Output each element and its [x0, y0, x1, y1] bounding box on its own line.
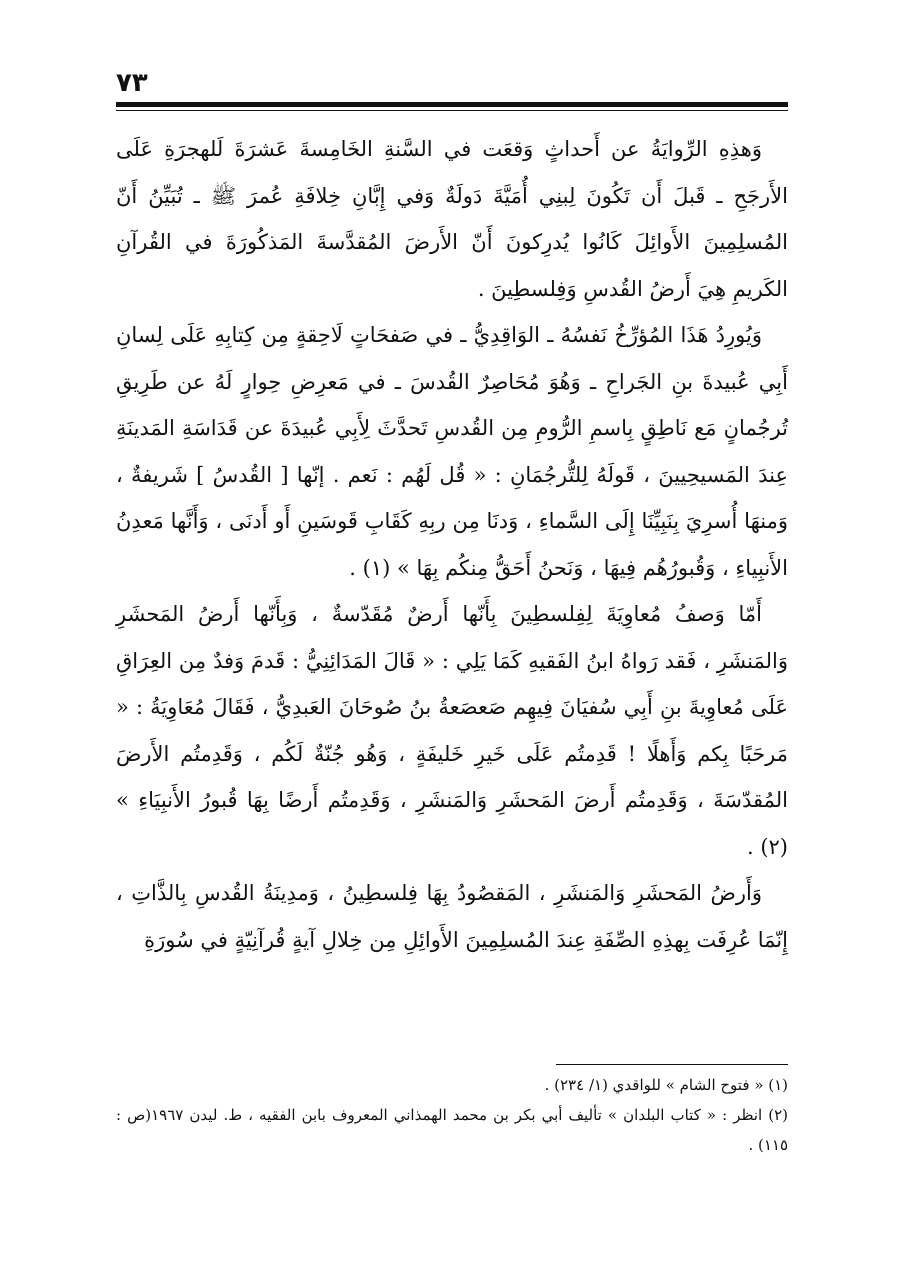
footnote: (٢) انظر : « كتاب البلدان » تأليف أبي بكر بن محمد الهمذاني المعروف بابن الفقيه ، ط. ليدن ١٩٦٧(ص : ١١٥) .: [116, 1106, 788, 1154]
paragraph: أَمّا وَصفُ مُعاوِيَةَ لِفِلسطِينَ بِأَنّها أَرضٌ مُقَدّسةٌ ، وَبِأَنّها أَرضُ المَحشَرِ وَالمَنشَرِ ، فَقد رَواهُ ابنُ الفَقيهِ كَمَا يَلِي : « قَالَ المَدَائِنِيُّ : قَدمَ وَفدٌ مِن العِرَاقِ عَلَى مُعاوِيةَ بنِ أَبِي سُفيَانَ فِيهِم صَعصَعةُ بنُ صُوحَانَ العَبدِيُّ ، فَقَالَ مُعَاوِيَةُ : « مَرحَبًا بِكم وَأَهلًا ! قَدِمتُم عَلَى خَيرِ خَليفَةٍ ، وَهُو جُنّةٌ لَكُم ، وَقَدِمتُم الأَرضَ المُقدّسَةَ ، وَقَدِمتُم أَرضَ المَحشَرِ وَالمَنشَرِ ، وَقَدِمتُم أَرضًا بِهَا قُبورُ الأَنبِيَاءِ » (٢) .: [116, 602, 788, 859]
header-rule-thin: [116, 110, 788, 111]
paragraph: وَهذِهِ الرِّوايَةُ عن أَحداثٍ وَقعَت في السَّنةِ الخَامِسةَ عَشرَةَ لَلهجرَةِ عَلَى الأَرجَحِ ـ قَبلَ أَن تَكُونَ لِبنِي أُمَيَّةَ دَولَةٌ وَفي إِبَّانِ خِلافَةِ عُمرَ ﷺ ـ تُبَيِّنُ أَنّ المُسلِمِينَ الأَوائِلَ كَانُوا يُدرِكونَ أَنّ الأَرضَ المُقدَّسةَ المَذكُورَةَ في القُرآنِ الكَريمِ هِيَ أَرضُ القُدسِ وَفِلسطِينَ .: [116, 137, 788, 301]
paragraph: وَيُورِدُ هَذَا المُؤرِّخُ نَفسُهُ ـ الوَاقِدِيُّ ـ في صَفحَاتٍ لَاحِقةٍ مِن كِتابِهِ عَلَى لِسانِ أَبِي عُبيدةَ بنِ الجَراحِ ـ وَهُوَ مُحَاصِرٌ القُدسَ ـ في مَعرِضِ حِوارٍ لَهُ عن طَرِيقِ تُرجُمانٍ مَع نَاطِقٍ بِاسمِ الرُّومِ مِن القُدسِ تَحدَّثَ لِأَبِي عُبيدَةَ عن قَدَاسَةِ المَدينَةِ عِندَ المَسيحِيينَ ، قَولَهُ لِلتُّرجُمَانِ : « قُل لَهُم : نَعم . إنّها [ القُدسُ ] شَريفةٌ ، وَمنهَا أُسرِيَ بِنَبِيِّنَا إِلَى السَّماءِ ، وَدنَا مِن ربِهِ كَقَابِ قَوسَينِ أَو أَدنَى ، وَأَنَّها مَعدِنُ الأَنبِياءِ ، وَقُبورُهُم فِيهَا ، وَنَحنُ أَحَقُّ مِنكُم بِهَا » (١) .: [116, 323, 788, 580]
footnote-rule: [556, 1064, 788, 1065]
footnote: (١) « فتوح الشام » للواقدي (١/ ٢٣٤) .: [544, 1076, 788, 1094]
paragraph: وَأَرضُ المَحشَرِ وَالمَنشَرِ ، المَقصُودُ بِهَا فِلسطِينُ ، وَمدِينَةُ القُدسِ بِالذَّاتِ ، إِنّمَا عُرِفَت بِهذِهِ الصِّفَةِ عِندَ المُسلِمِينَ الأَوائِلِ مِن خِلالِ آيةٍ قُرآنِيّةٍ في سُورَةِ: [116, 881, 788, 952]
header-rule-thick: [116, 102, 788, 107]
footnotes: [116, 1070, 788, 1160]
page-number: ٧٣: [116, 68, 148, 98]
body-text: [116, 126, 788, 963]
